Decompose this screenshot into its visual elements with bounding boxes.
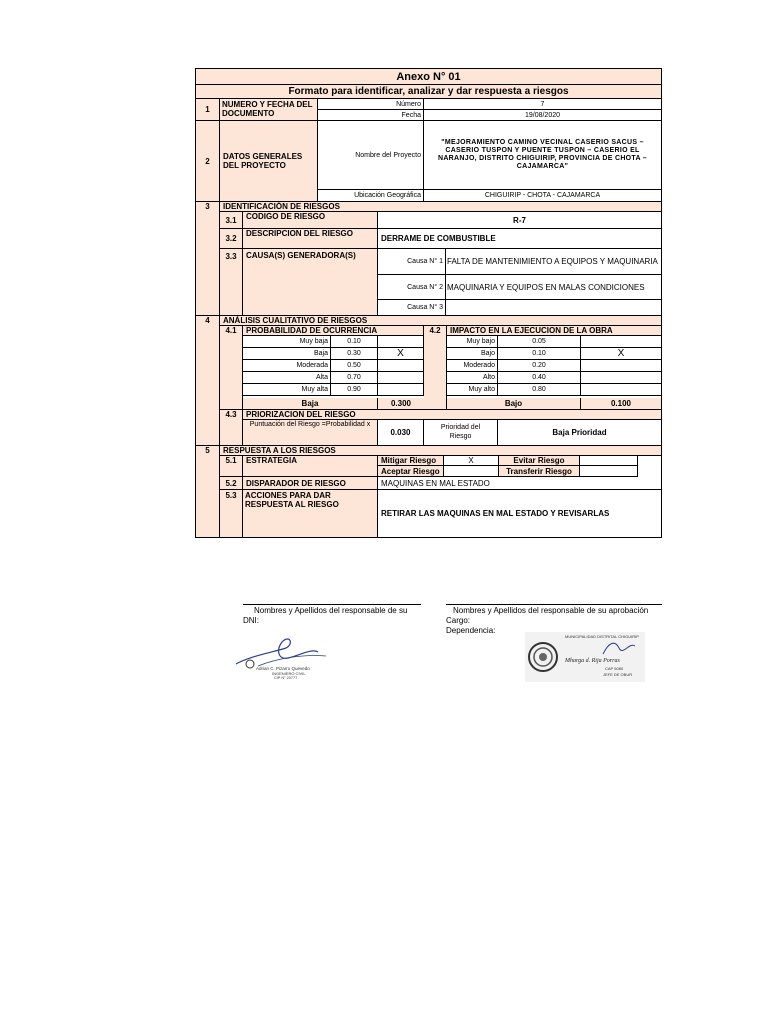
probability-level-label: Baja: [243, 348, 331, 360]
causa-1-label: Causa N° 1: [378, 249, 446, 275]
probability-level-value: 0.30: [331, 348, 378, 360]
row-4-2-label: IMPACTO EN LA EJECUCION DE LA OBRA: [447, 326, 661, 336]
evitar-mark: [580, 456, 638, 466]
row-5-3-label: ACCIONES PARA DAR RESPUESTA AL RIESGO: [243, 490, 378, 537]
impact-level-value: 0.10: [498, 348, 581, 360]
right-signature-title: Nombres y Apellidos del responsable de su aprobación: [453, 606, 649, 615]
row-5-1-label: ESTRATEGIA: [243, 456, 378, 477]
acciones-value: RETIRAR LAS MAQUINAS EN MAL ESTADO Y REVISARLAS: [381, 509, 610, 518]
right-signature-cargo: Cargo:: [446, 616, 471, 625]
section-4-label: ANÁLISIS CUALITATIVO DE RIESGOS: [220, 316, 661, 326]
row-5-3-number: 5.3: [220, 490, 243, 537]
descripcion-riesgo-value: DERRAME DE COMBUSTIBLE: [378, 229, 661, 249]
impact-level-label: Alto: [447, 372, 498, 384]
section-1-label: NUMERO Y FECHA DEL DOCUMENTO: [220, 99, 318, 121]
puntuacion-value: 0.030: [378, 420, 424, 446]
left-signature-dni: DNI:: [243, 616, 259, 625]
right-stamp-name: Mharga d. Rija Porras: [565, 658, 620, 664]
transferir-mark: [580, 466, 638, 477]
mitigar-label: Mitigar Riesgo: [378, 456, 444, 466]
probability-level-value: 0.90: [331, 384, 378, 396]
probability-level-label: Alta: [243, 372, 331, 384]
row-3-3-label: CAUSA(S) GENERADORA(S): [243, 249, 378, 316]
impact-level-mark: X: [581, 348, 661, 360]
left-signature-title: Nombres y Apellidos del responsable de su: [254, 606, 408, 615]
row-4-2-number: 4.2: [424, 326, 447, 410]
row-5-2-number: 5.2: [220, 477, 243, 490]
causa-2-value: MAQUINARIA Y EQUIPOS EN MALAS CONDICIONES: [446, 275, 661, 300]
impact-level-label: Moderado: [447, 360, 498, 372]
left-stamp-role: INGENIERO CIVIL: [272, 671, 306, 676]
probability-level-mark: [378, 360, 424, 372]
impact-level-mark: [581, 336, 661, 348]
nombre-proyecto-value: "MEJORAMIENTO CAMINO VECINAL CASERIO SACUS – CASERIO TUSPON Y PUENTE TUSPON – CASERIO EL NARANJO, DISTRITO CHIGUIRIP, PROVINCIA DE CHOTA – CAJAMARCA": [424, 121, 661, 190]
right-stamp-org: MUNICIPALIDAD DISTRITAL CHIGUIRIP: [565, 634, 639, 639]
fecha-label: Fecha: [318, 110, 424, 121]
left-signature-stamp: [228, 630, 333, 680]
probability-result-value: 0.300: [378, 398, 424, 410]
right-signature-stamp: [525, 632, 645, 682]
row-3-1-number: 3.1: [220, 212, 243, 229]
probability-level-value: 0.70: [331, 372, 378, 384]
codigo-riesgo-value: R-7: [378, 212, 661, 229]
row-5-2-label: DISPARADOR DE RIESGO: [243, 477, 378, 490]
right-stamp-role: JEFE DE OBUR: [603, 672, 633, 677]
impact-level-value: 0.80: [498, 384, 581, 396]
aceptar-label: Aceptar Riesgo: [378, 466, 444, 477]
section-4-number: 4: [196, 316, 220, 446]
row-3-3-number: 3.3: [220, 249, 243, 316]
evitar-label: Evitar Riesgo: [499, 456, 580, 466]
impact-level-mark: [581, 360, 661, 372]
ubicacion-label: Ubicación Geográfica: [318, 190, 424, 202]
impact-level-label: Bajo: [447, 348, 498, 360]
left-signature-line: [243, 604, 421, 605]
form-subtitle: Formato para identificar, analizar y dar respuesta a riesgos: [196, 85, 661, 99]
row-4-1-label: PROBABILIDAD DE OCURRENCIA: [243, 326, 424, 336]
fecha-value: 19/08/2020: [424, 110, 661, 121]
mitigar-mark: X: [444, 456, 499, 466]
numero-label: Número: [318, 99, 424, 110]
probability-level-mark: [378, 372, 424, 384]
row-3-1-label: CODIGO DE RIESGO: [243, 212, 378, 229]
right-signature-dependencia: Dependencia:: [446, 626, 496, 635]
causa-3-value: [446, 300, 661, 316]
probability-level-mark: [378, 336, 424, 348]
right-signature-line: [446, 604, 662, 605]
impact-level-value: 0.05: [498, 336, 581, 348]
ubicacion-value: CHIGUIRIP - CHOTA - CAJAMARCA: [424, 190, 661, 202]
row-5-1-number: 5.1: [220, 456, 243, 477]
section-2-label: DATOS GENERALES DEL PROYECTO: [220, 121, 318, 202]
probability-level-label: Muy alta: [243, 384, 331, 396]
disparador-value: MAQUINAS EN MAL ESTADO: [378, 477, 661, 490]
left-stamp-name: Adrian C. Pizarro Quevedo: [256, 666, 310, 671]
probability-level-label: Moderada: [243, 360, 331, 372]
causa-1-value: FALTA DE MANTENIMIENTO A EQUIPOS Y MAQUINARIA: [446, 249, 661, 275]
section-5-number: 5: [196, 446, 220, 537]
causa-2-label: Causa N° 2: [378, 275, 446, 300]
nombre-proyecto-label: Nombre del Proyecto: [318, 121, 424, 190]
left-signature-block: [243, 606, 428, 626]
row-3-2-number: 3.2: [220, 229, 243, 249]
row-4-3-number: 4.3: [220, 410, 243, 446]
probability-level-mark: X: [378, 348, 424, 360]
row-3-2-label: DESCRIPCION DEL RIESGO: [243, 229, 378, 249]
right-stamp-cip: CAP 5080: [605, 666, 624, 671]
row-4-1-number: 4.1: [220, 326, 243, 410]
impact-level-label: Muy alto: [447, 384, 498, 396]
prioridad-value: Baja Prioridad: [498, 420, 661, 446]
probability-level-value: 0.50: [331, 360, 378, 372]
puntuacion-label: Puntuación del Riesgo =Probabilidad x: [243, 420, 378, 446]
numero-value: 7: [424, 99, 661, 110]
annex-title: Anexo N° 01: [196, 69, 661, 85]
probability-level-mark: [378, 384, 424, 396]
aceptar-mark: [444, 466, 499, 477]
impact-level-mark: [581, 372, 661, 384]
left-stamp-cip: CIP N° 20777: [274, 676, 298, 680]
probability-result-label: Baja: [243, 398, 378, 410]
impact-level-mark: [581, 384, 661, 396]
impact-result-value: 0.100: [581, 398, 661, 410]
prioridad-label: Prioridad del Riesgo: [424, 420, 498, 446]
row-4-3-label: PRIORIZACION DEL RIESGO: [243, 410, 661, 420]
probability-level-label: Muy baja: [243, 336, 331, 348]
section-1-number: 1: [196, 99, 220, 121]
transferir-label: Transferir Riesgo: [499, 466, 580, 477]
impact-level-label: Muy bajo: [447, 336, 498, 348]
causa-3-label: Causa N° 3: [378, 300, 446, 316]
impact-level-value: 0.20: [498, 360, 581, 372]
risk-format-table: [195, 68, 662, 538]
impact-level-value: 0.40: [498, 372, 581, 384]
section-3-label: IDENTIFICACIÓN DE RIESGOS: [220, 202, 661, 212]
section-5-label: RESPUESTA A LOS RIESGOS: [220, 446, 661, 456]
probability-level-value: 0.10: [331, 336, 378, 348]
section-3-number: 3: [196, 202, 220, 316]
section-2-number: 2: [196, 121, 220, 202]
impact-result-label: Bajo: [447, 398, 581, 410]
